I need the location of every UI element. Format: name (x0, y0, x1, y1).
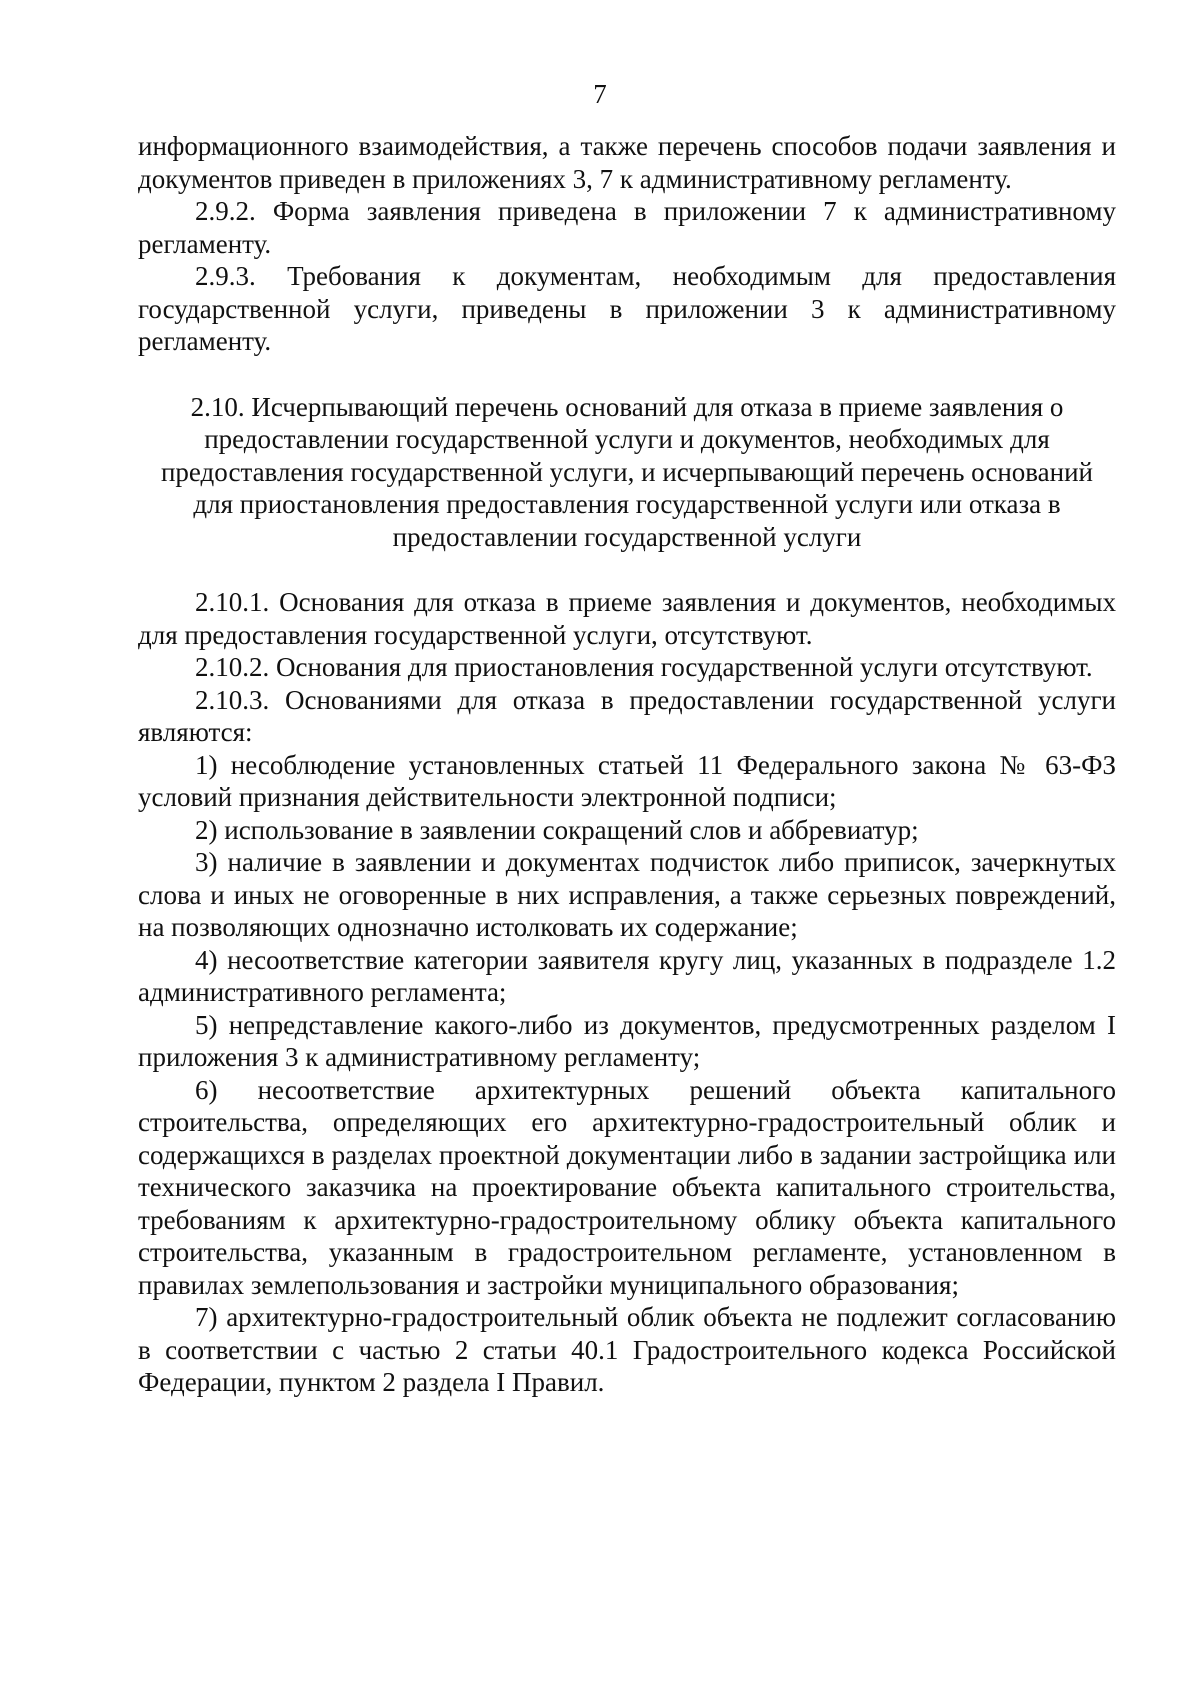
list-item-2: 2) использование в заявлении сокращений слов и аббревиатур; (195, 814, 919, 845)
page-number: 7 (593, 79, 607, 109)
spacer (138, 553, 1116, 586)
paragraph-2-10-2: 2.10.2. Основания для приостановления государственной услуги отсутствуют. (195, 652, 1093, 682)
paragraph-2-10-3: 2.10.3. Основаниями для отказа в предоставлении государственной услуги являются: (138, 684, 1116, 747)
paragraph-2-10-1: 2.10.1. Основания для отказа в приеме заявления и документов, необходимых для предоставления государственной услуги, отсутствуют. (138, 587, 1116, 650)
paragraph-2-9-2: 2.9.2. Форма заявления приведена в приложении 7 к административному регламенту. (138, 196, 1116, 259)
list-item-5: 5) непредставление какого-либо из документов, предусмотренных разделом I приложения 3 к административному регламенту; (138, 1009, 1116, 1072)
list-item-1: 1) несоблюдение установленных статьей 11 Федерального закона № 63-ФЗ условий признания действительности электронной подписи; (138, 749, 1116, 812)
document-body (138, 130, 1116, 1399)
spacer (138, 358, 1116, 391)
section-heading-2-10: 2.10. Исчерпывающий перечень оснований для отказа в приеме заявления о предоставлении государственной услуги и документов, необходимых для предоставления государственной услуги, и исчерпывающий перечень оснований для приостановления предоставления государственной услуги или отказа в предоставлении государственной услуги (160, 391, 1094, 552)
list-item-7: 7) архитектурно-градостроительный облик объекта не подлежит согласованию в соответствии с частью 2 статьи 40.1 Градостроительного кодекса Российской Федерации, пунктом 2 раздела I Правил. (138, 1302, 1116, 1397)
list-item-4: 4) несоответствие категории заявителя кругу лиц, указанных в подразделе 1.2 административного регламента; (138, 944, 1116, 1007)
list-item-3: 3) наличие в заявлении и документах подчисток либо приписок, зачеркнутых слова и иных не оговоренные в них исправления, а также серьезных повреждений, на позволяющих однозначно истолковать их содержание; (138, 847, 1116, 942)
list-item-6: 6) несоответствие архитектурных решений объекта капитального строительства, определяющих его архитектурно-градостроительный облик и содержащихся в разделах проектной документации либо в задании застройщика или технического заказчика на проектирование объекта капитального строительства, требованиям к архитектурно-градостроительному облику объекта капитального строительства, указанным в градостроительном регламенте, установленном в правилах землепользования и застройки муниципального образования; (138, 1074, 1116, 1300)
paragraph-2-9-3: 2.9.3. Требования к документам, необходимым для предоставления государственной услуги, приведены в приложении 3 к административному регламенту. (138, 261, 1116, 356)
paragraph-continuation: информационного взаимодействия, а также перечень способов подачи заявления и документов приведен в приложениях 3, 7 к административному регламенту. (138, 131, 1116, 194)
